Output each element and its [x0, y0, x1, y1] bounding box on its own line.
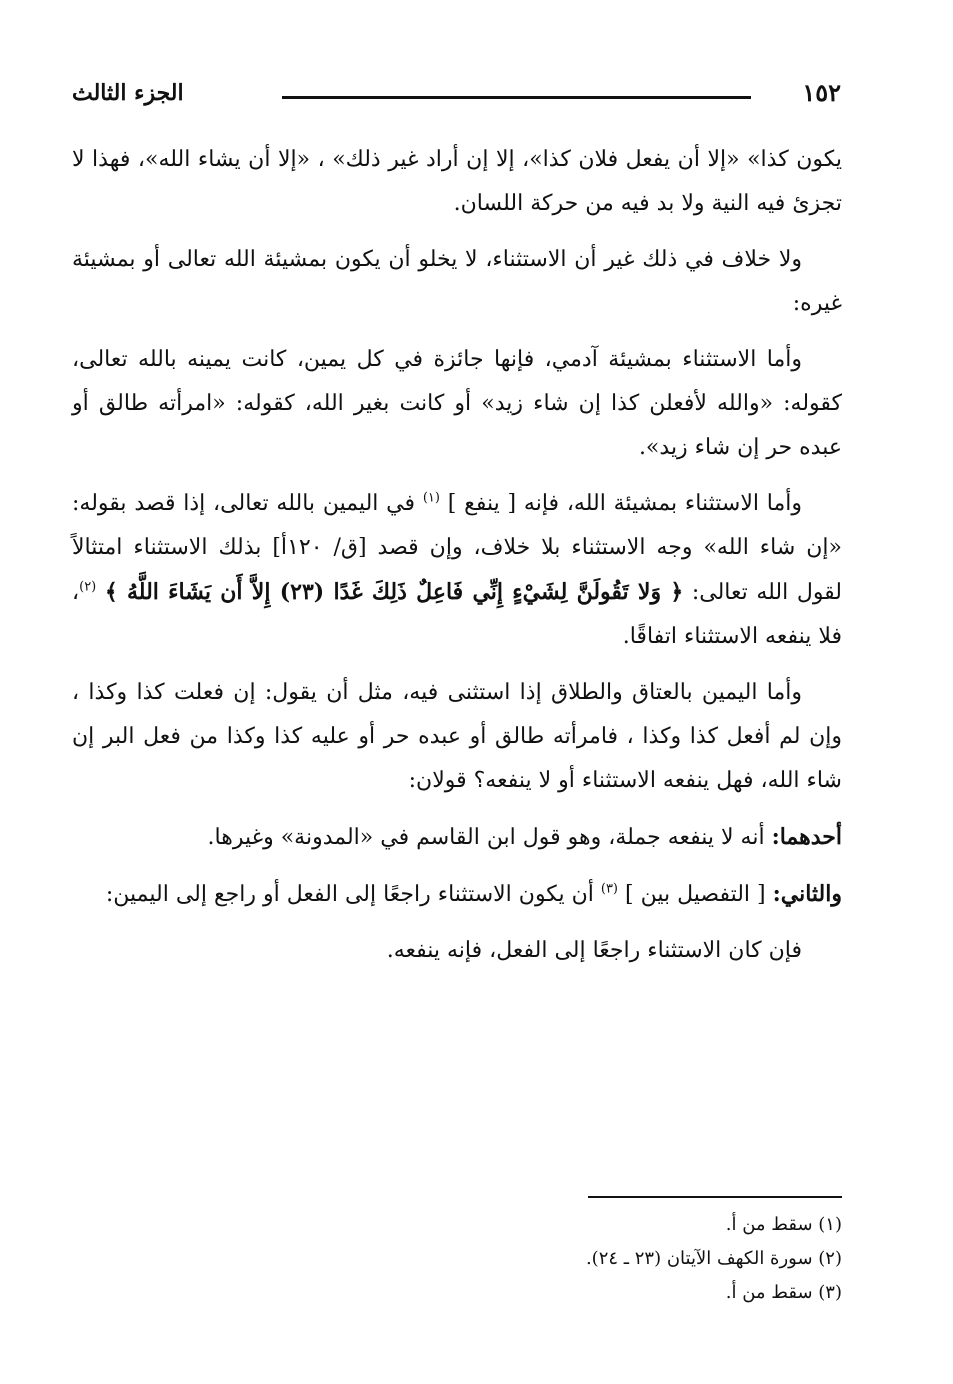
quran-verse: ﴿ وَلا تَقُولَنَّ لِشَيْءٍ إِنِّي فَاعِلٌ ذَلِكَ غَدًا (٢٣) إِلاَّ أَن يَشَاءَ اللَّهُ ﴾ [104, 579, 684, 605]
second-opinion-label: والثاني: [772, 881, 842, 907]
paragraph-4-text-c: ، فلا ينفعه الاستثناء اتفاقًا. [72, 580, 842, 649]
first-opinion-label: أحدهما: [771, 824, 842, 850]
paragraph-5: وأما اليمين بالعتاق والطلاق إذا استثنى فيه، مثل أن يقول: إن فعلت كذا وكذا ، وإن لم أفعل كذا وكذا ، فامرأته طالق أو عبده حر أو عليه كذا وكذا من فعل البر إن شاء الله، فهل ينفعه الاستثناء أو لا ينفعه؟ قولان: [72, 680, 842, 793]
paragraph-2: ولا خلاف في ذلك غير أن الاستثناء، لا يخلو أن يكون بمشيئة الله تعالى أو بمشيئة غيره: [72, 247, 842, 316]
paragraph-7 [72, 872, 842, 917]
paragraph-4 [72, 482, 842, 659]
paragraph-4-text-b: في اليمين بالله تعالى، إذا قصد بقوله: «إن شاء الله» وجه الاستثناء بلا خلاف، وإن قصد [ق/ ١٢٠أ] بذلك الاستثناء امتثالاً لقول الله تعالى: [72, 491, 843, 605]
paragraph-4-text-a: وأما الاستثناء بمشيئة الله، فإنه [ ينفع ] [447, 491, 803, 516]
running-header [72, 80, 841, 120]
paragraph-7-text-a: [ التفصيل بين ] [625, 882, 766, 907]
footnote-separator [588, 1196, 842, 1198]
main-text [72, 138, 842, 985]
footnote-ref-2: (٢) [79, 579, 97, 595]
footnote-3: (٣) سقط من أ. [725, 1282, 842, 1303]
paragraph-8: فإن كان الاستثناء راجعًا إلى الفعل، فإنه ينفعه. [386, 938, 802, 963]
paragraph-6-text: أنه لا ينفعه جملة، وهو قول ابن القاسم في «المدونة» وغيرها. [207, 825, 765, 850]
page-number: ١٥٢ [802, 78, 841, 107]
footnotes [72, 1208, 842, 1310]
footnote-ref-3: (٣) [600, 881, 618, 897]
paragraph-3: وأما الاستثناء بمشيئة آدمي، فإنها جائزة في كل يمين، كانت يمينه بالله تعالى، كقوله: «والله لأفعلن كذا إن شاء زيد» أو كانت بغير الله، كقوله: «امرأته طالق أو عبده حر إن شاء زيد». [72, 347, 842, 460]
paragraph-1: يكون كذا» «إلا أن يفعل فلان كذا»، إلا إن أراد غير ذلك» ، «إلا أن يشاء الله»، فهذا لا تجزئ فيه النية ولا بد فيه من حركة اللسان. [72, 147, 842, 216]
paragraph-6 [72, 815, 842, 860]
running-title: الجزء الثالث [72, 80, 184, 106]
footnote-1: (١) سقط من أ. [725, 1214, 842, 1235]
header-rule [282, 96, 751, 99]
footnote-2: (٢) سورة الكهف الآيتان (٢٣ ـ ٢٤). [585, 1248, 842, 1269]
paragraph-7-text-b: أن يكون الاستثناء راجعًا إلى الفعل أو راجع إلى اليمين: [105, 882, 594, 907]
footnote-ref-1: (١) [422, 490, 440, 506]
